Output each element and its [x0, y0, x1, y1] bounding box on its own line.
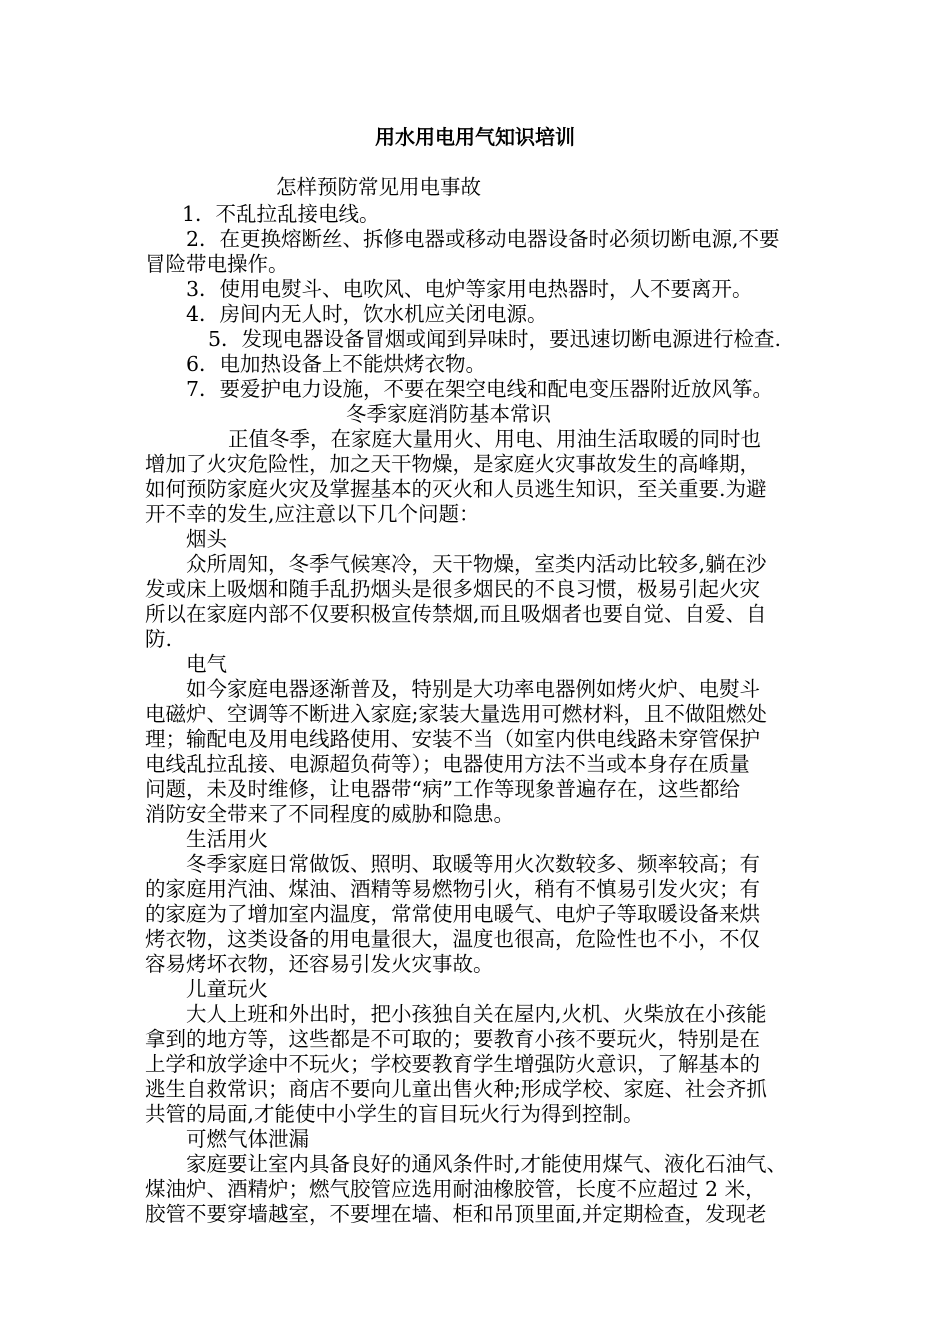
paragraph-line: 如何预防家庭火灾及掌握基本的灭火和人员逃生知识，至关重要.为避 — [145, 477, 767, 501]
list-item: 7．要爱护电力设施，不要在架空电线和配电变压器附近放风筝。 — [186, 377, 774, 401]
list-item: 4．房间内无人时，饮水机应关闭电源。 — [186, 302, 548, 326]
paragraph-line: 开不幸的发生,应注意以下几个问题： — [145, 502, 480, 526]
paragraph-line: 电线乱拉乱接、电源超负荷等）；电器使用方法不当或本身存在质量 — [145, 752, 750, 776]
list-item: 3．使用电熨斗、电吹风、电炉等家用电热器时，人不要离开。 — [186, 277, 753, 301]
paragraph-line: 容易烤坏衣物，还容易引发火灾事故。 — [145, 952, 494, 976]
paragraph-line: 冬季家庭日常做饭、照明、取暖等用火次数较多、频率较高；有 — [186, 852, 760, 876]
paragraph-line: 增加了火灾危险性，加之天干物燥，是家庭火灾事故发生的高峰期， — [145, 452, 760, 476]
paragraph-line: 的家庭用汽油、煤油、酒精等易燃物引火，稍有不慎易引发火灾；有 — [145, 877, 760, 901]
paragraph-line: 如今家庭电器逐渐普及，特别是大功率电器例如烤火炉、电熨斗 — [186, 677, 760, 701]
paragraph-line: 大人上班和外出时，把小孩独自关在屋内,火机、火柴放在小孩能 — [186, 1002, 767, 1026]
list-item: 2．在更换熔断丝、拆修电器或移动电器设备时必须切断电源,不要 — [186, 227, 780, 251]
paragraph-line: 所以在家庭内部不仅要积极宣传禁烟,而且吸烟者也要自觉、自爱、自 — [145, 602, 767, 626]
subheading: 电气 — [186, 652, 227, 676]
paragraph-line: 烤衣物，这类设备的用电量很大，温度也很高，危险性也不小，不仅 — [145, 927, 760, 951]
document-title: 用水用电用气知识培训 — [375, 125, 575, 149]
section-heading: 怎样预防常见用电事故 — [276, 175, 481, 199]
paragraph-line: 发或床上吸烟和随手乱扔烟头是很多烟民的不良习惯，极易引起火灾 — [145, 577, 760, 601]
paragraph-line: 电磁炉、空调等不断进入家庭;家装大量选用可燃材料，且不做阻燃处 — [145, 702, 767, 726]
paragraph-line: 共管的局面,才能使中小学生的盲目玩火行为得到控制。 — [145, 1102, 644, 1126]
paragraph-line: 逃生自救常识；商店不要向儿童出售火种;形成学校、家庭、社会齐抓 — [145, 1077, 767, 1101]
section-heading: 冬季家庭消防基本常识 — [346, 402, 551, 426]
paragraph-line: 防. — [145, 627, 173, 651]
paragraph-line: 的家庭为了增加室内温度，常常使用电暖气、电炉子等取暖设备来烘 — [145, 902, 760, 926]
subheading: 生活用火 — [186, 827, 268, 851]
paragraph-line: 胶管不要穿墙越室，不要埋在墙、柜和吊顶里面,并定期检查，发现老 — [145, 1202, 767, 1226]
paragraph-line: 问题，未及时维修，让电器带“病”工作等现象普遍存在，这些都给 — [145, 777, 740, 801]
subheading: 可燃气体泄漏 — [186, 1127, 309, 1151]
paragraph-line: 正值冬季，在家庭大量用火、用电、用油生活取暖的同时也 — [228, 427, 761, 451]
paragraph-line: 上学和放学途中不玩火；学校要教育学生增强防火意识，了解基本的 — [145, 1052, 760, 1076]
subheading: 儿童玩火 — [186, 977, 268, 1001]
list-item: 5．发现电器设备冒烟或闻到异味时，要迅速切断电源进行检查. — [208, 327, 782, 351]
paragraph-line: 拿到的地方等，这些都是不可取的；要教育小孩不要玩火，特别是在 — [145, 1027, 760, 1051]
paragraph-line: 家庭要让室内具备良好的通风条件时,才能使用煤气、液化石油气、 — [186, 1152, 788, 1176]
subheading: 烟头 — [186, 527, 227, 551]
list-item: 1．不乱拉乱接电线。 — [182, 202, 380, 226]
paragraph-line: 众所周知，冬季气候寒冷，天干物燥，室类内活动比较多,躺在沙 — [186, 552, 767, 576]
list-item-continuation: 冒险带电操作。 — [145, 252, 289, 276]
paragraph-line: 消防安全带来了不同程度的威胁和隐患。 — [145, 802, 514, 826]
list-item: 6．电加热设备上不能烘烤衣物。 — [186, 352, 487, 376]
paragraph-line: 煤油炉、酒精炉；燃气胶管应选用耐油橡胶管，长度不应超过 2 米， — [145, 1177, 766, 1201]
paragraph-line: 理；输配电及用电线路使用、安装不当（如室内供电线路未穿管保护 — [145, 727, 760, 751]
